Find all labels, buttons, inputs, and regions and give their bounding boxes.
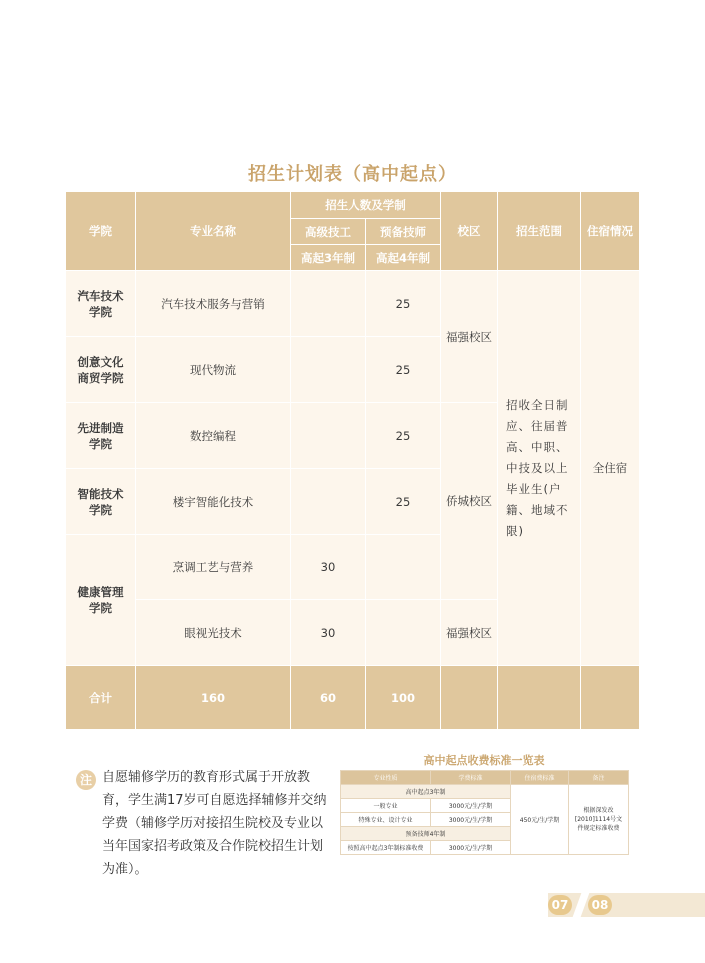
- fee-header: 专业性质: [341, 771, 431, 785]
- total-reserve: 100: [366, 666, 441, 730]
- total-all: 160: [136, 666, 291, 730]
- fee-section-label: 预备技师4年制: [341, 827, 511, 841]
- fee-amount: 3000元/生/学期: [431, 841, 511, 855]
- fee-table: [340, 770, 629, 855]
- fee-type: 按照高中起点3年制标准收费: [341, 841, 431, 855]
- header-senior-tech: 高级技工: [291, 219, 366, 245]
- senior-count-cell: 30: [291, 600, 366, 666]
- header-scope: 招生范围: [498, 192, 581, 271]
- fee-header: 住宿费标准: [511, 771, 569, 785]
- fee-section-label: 高中起点3年制: [341, 785, 511, 799]
- college-cell: [66, 403, 136, 469]
- remark-text: 根据深发改[2010]1114号文件规定标准收费: [574, 807, 623, 832]
- reserve-count-cell: 25: [366, 337, 441, 403]
- table-row: [66, 271, 640, 337]
- total-senior: 60: [291, 666, 366, 730]
- college-cell: [66, 337, 136, 403]
- college-cell: [66, 535, 136, 666]
- total-row: [66, 666, 640, 730]
- page-number-right: 08: [588, 895, 612, 915]
- college-cell: [66, 271, 136, 337]
- college-name: 汽车技术学院: [77, 288, 124, 319]
- reserve-count-cell: 25: [366, 469, 441, 535]
- note-icon: 注: [76, 770, 96, 790]
- college-name: 健康管理学院: [77, 585, 124, 615]
- college-name: 创意文化商贸学院: [77, 354, 124, 385]
- college-name: 智能技术学院: [77, 486, 124, 517]
- senior-count-cell: [291, 469, 366, 535]
- reserve-count-cell: [366, 535, 441, 600]
- fee-type: 特殊专业、设计专业: [341, 813, 431, 827]
- header-college: 学院: [66, 192, 136, 271]
- header-dorm: 住宿情况: [581, 192, 640, 271]
- fee-header: 学费标准: [431, 771, 511, 785]
- header-reserve-years: 高起4年制: [366, 245, 441, 271]
- senior-count-cell: [291, 337, 366, 403]
- page-number-left: 07: [548, 895, 572, 915]
- major-cell: 烹调工艺与营养: [136, 535, 291, 600]
- page-title: 招生计划表（高中起点）: [248, 164, 457, 185]
- major-cell: 眼视光技术: [136, 600, 291, 666]
- total-empty-cell: [581, 666, 640, 730]
- senior-count-cell: [291, 271, 366, 337]
- total-empty-cell: [498, 666, 581, 730]
- major-cell: 楼宇智能化技术: [136, 469, 291, 535]
- enrollment-plan-table: [65, 191, 640, 730]
- total-label: 合计: [66, 666, 136, 730]
- reserve-count-cell: 25: [366, 403, 441, 469]
- fee-type: 一般专业: [341, 799, 431, 813]
- header-reserve-tech: 预备技师: [366, 219, 441, 245]
- note-text: 自愿辅修学历的教育形式属于开放教育，学生满17岁可自愿选择辅修并交纳学费（辅修学历对接招生院校及专业以当年国家招考政策及合作院校招生计划为准）。: [102, 770, 327, 877]
- header-major: 专业名称: [136, 192, 291, 271]
- senior-count-cell: [291, 403, 366, 469]
- reserve-count-cell: [366, 600, 441, 666]
- fee-header: 备注: [569, 771, 629, 785]
- college-name: 先进制造学院: [77, 420, 124, 451]
- header-senior-years: 高起3年制: [291, 245, 366, 271]
- major-cell: 汽车技术服务与营销: [136, 271, 291, 337]
- scope-cell: 招收全日制应、往届普高、中职、中技及以上毕业生(户籍、地域不限): [498, 271, 581, 666]
- fee-table-title: 高中起点收费标准一览表: [423, 754, 545, 767]
- major-cell: 数控编程: [136, 403, 291, 469]
- dorm-fee-cell: 450元/生/学期: [511, 785, 569, 855]
- fee-amount: 3000元/生/学期: [431, 799, 511, 813]
- dorm-cell: 全住宿: [581, 271, 640, 666]
- fee-amount: 3000元/生/学期: [431, 813, 511, 827]
- header-enroll-group: 招生人数及学制: [291, 192, 441, 219]
- remark-cell: [569, 785, 629, 855]
- campus-cell: 侨城校区: [441, 403, 498, 600]
- campus-cell: 福强校区: [441, 271, 498, 403]
- reserve-count-cell: 25: [366, 271, 441, 337]
- total-empty-cell: [441, 666, 498, 730]
- campus-cell: 福强校区: [441, 600, 498, 666]
- college-cell: [66, 469, 136, 535]
- senior-count-cell: 30: [291, 535, 366, 600]
- major-cell: 现代物流: [136, 337, 291, 403]
- header-campus: 校区: [441, 192, 498, 271]
